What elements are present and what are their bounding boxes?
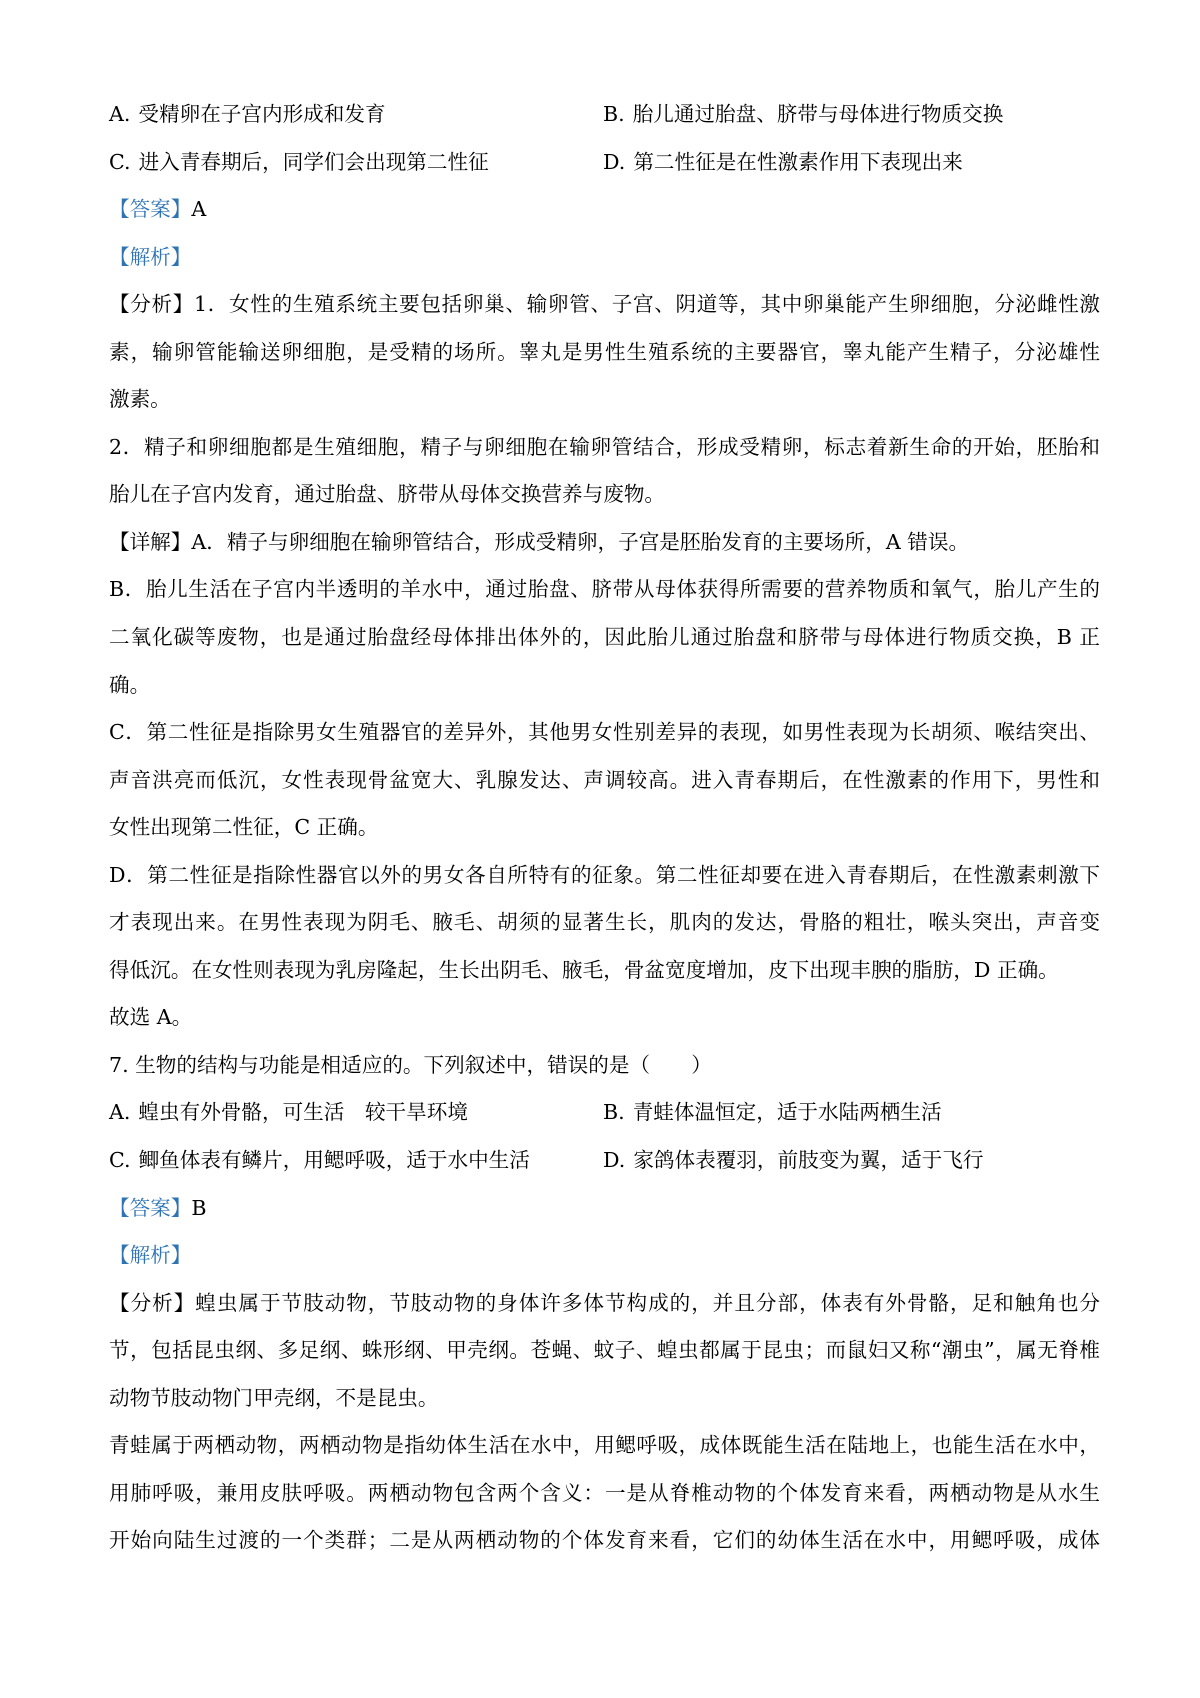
detail-line: 女性出现第二性征，C 正确。 <box>109 815 379 840</box>
option-d <box>603 1137 1097 1185</box>
answer-tag: 【答案】 <box>109 197 192 222</box>
analysis-line: 【分析】1．女性的生殖系统主要包括卵巢、输卵管、子宫、阴道等，其中卵巢能产生卵细胞，分泌雌性激 <box>109 292 1100 317</box>
option-c <box>109 1137 603 1185</box>
document-page <box>109 91 1100 1565</box>
analysis-line: 【分析】蝗虫属于节肢动物，节肢动物的身体许多体节构成的，并且分部，体表有外骨骼，足和触角也分 <box>109 1290 1100 1315</box>
option-d <box>603 139 1097 187</box>
options-row <box>109 139 1100 187</box>
question-7-section <box>109 1042 1100 1565</box>
analysis-line: 开始向陆生过渡的一个类群；二是从两栖动物的个体发育来看，它们的幼体生活在水中，用鳃呼吸，成体 <box>109 1528 1100 1553</box>
option-b <box>603 1089 1097 1137</box>
option-text: 胎儿通过胎盘、脐带与母体进行物质交换 <box>632 102 1004 126</box>
analysis-line: 激素。 <box>109 387 171 412</box>
detail-line: 声音洪亮而低沉，女性表现骨盆宽大、乳腺发达、声调较高。进入青春期后，在性激素的作用下，男性和 <box>109 767 1100 792</box>
detail-line: 确。 <box>109 672 151 697</box>
option-c <box>109 139 603 187</box>
option-label: A. <box>109 1100 131 1125</box>
answer-value: B <box>191 1195 207 1220</box>
answer-line <box>109 1185 1100 1233</box>
option-label: D. <box>603 149 626 174</box>
question-6-section <box>109 91 1100 1042</box>
analysis-heading <box>109 234 1100 282</box>
option-text: 家鸽体表覆羽，前肢变为翼，适于飞行 <box>633 1148 984 1173</box>
option-label: C. <box>109 149 131 174</box>
detail-line: 【详解】A．精子与卵细胞在输卵管结合，形成受精卵，子宫是胚胎发育的主要场所，A 错误。 <box>109 529 970 554</box>
options-row <box>109 1089 1100 1137</box>
analysis-line: 2．精子和卵细胞都是生殖细胞，精子与卵细胞在输卵管结合，形成受精卵，标志着新生命的开始，胚胎和 <box>109 434 1100 459</box>
option-a <box>109 1089 603 1137</box>
analysis-line: 用肺呼吸，兼用皮肤呼吸。两栖动物包含两个含义：一是从脊椎动物的个体发育来看，两栖动物是从水生 <box>109 1480 1100 1505</box>
option-text: 进入青春期后，同学们会出现第二性征 <box>138 149 489 174</box>
option-label: B. <box>603 102 625 126</box>
option-a <box>109 91 603 139</box>
answer-tag: 【答案】 <box>109 1195 192 1220</box>
detail-line: C．第二性征是指除男女生殖器官的差异外，其他男女性别差异的表现，如男性表现为长胡须、喉结突出、 <box>109 720 1100 745</box>
option-label: A. <box>109 102 131 126</box>
detail-line: 得低沉。在女性则表现为乳房隆起，生长出阴毛、腋毛，骨盆宽度增加，皮下出现丰腴的脂肪，D 正确。 <box>109 957 1059 982</box>
answer-value: A <box>191 197 207 222</box>
analysis-line: 胎儿在子宫内发育，通过胎盘、脐带从母体交换营养与废物。 <box>109 482 666 507</box>
option-label: B. <box>603 1100 625 1125</box>
analysis-line: 素，输卵管能输送卵细胞，是受精的场所。睾丸是男性生殖系统的主要器官，睾丸能产生精子，分泌雄性 <box>109 339 1100 364</box>
question-stem: 7. 生物的结构与功能是相适应的。下列叙述中，错误的是（ ） <box>109 1052 712 1077</box>
option-b <box>603 91 1097 139</box>
answer-line <box>109 186 1100 234</box>
option-label: D. <box>603 1148 626 1173</box>
analysis-line: 青蛙属于两栖动物，两栖动物是指幼体生活在水中，用鳃呼吸，成体既能生活在陆地上，也能生活在水中， <box>109 1433 1100 1458</box>
analysis-tag: 【解析】 <box>109 1243 192 1268</box>
options-row <box>109 91 1100 139</box>
detail-line: B．胎儿生活在子宫内半透明的羊水中，通过胎盘、脐带从母体获得所需要的营养物质和氧气，胎儿产生的 <box>109 577 1100 602</box>
analysis-tag: 【解析】 <box>109 244 192 269</box>
option-text: 第二性征是在性激素作用下表现出来 <box>633 149 963 174</box>
detail-line: 二氧化碳等废物，也是通过胎盘经母体排出体外的，因此胎儿通过胎盘和脐带与母体进行物质交换，B 正 <box>109 625 1100 650</box>
detail-line: D．第二性征是指除性器官以外的男女各自所特有的征象。第二性征却要在进入青春期后，在性激素刺激下 <box>109 862 1100 887</box>
analysis-line: 动物节肢动物门甲壳纲，不是昆虫。 <box>109 1385 439 1410</box>
analysis-line: 节，包括昆虫纲、多足纲、蛛形纲、甲壳纲。苍蝇、蚊子、蝗虫都属于昆虫；而鼠妇又称“潮虫”，属无脊椎 <box>109 1338 1100 1363</box>
option-text: 青蛙体温恒定，适于水陆两栖生活 <box>632 1100 942 1125</box>
options-row <box>109 1137 1100 1185</box>
detail-line: 才表现出来。在男性表现为阴毛、腋毛、胡须的显著生长，肌肉的发达，骨胳的粗壮，喉头突出，声音变 <box>109 910 1100 935</box>
option-label: C. <box>109 1148 131 1173</box>
option-text: 蝗虫有外骨骼，可生活 较干旱环境 <box>138 1100 468 1125</box>
option-text: 受精卵在子宫内形成和发育 <box>138 102 386 126</box>
option-text: 鲫鱼体表有鳞片，用鳃呼吸，适于水中生活 <box>138 1148 530 1173</box>
conclusion-line: 故选 A。 <box>109 1005 193 1030</box>
analysis-heading <box>109 1232 1100 1280</box>
